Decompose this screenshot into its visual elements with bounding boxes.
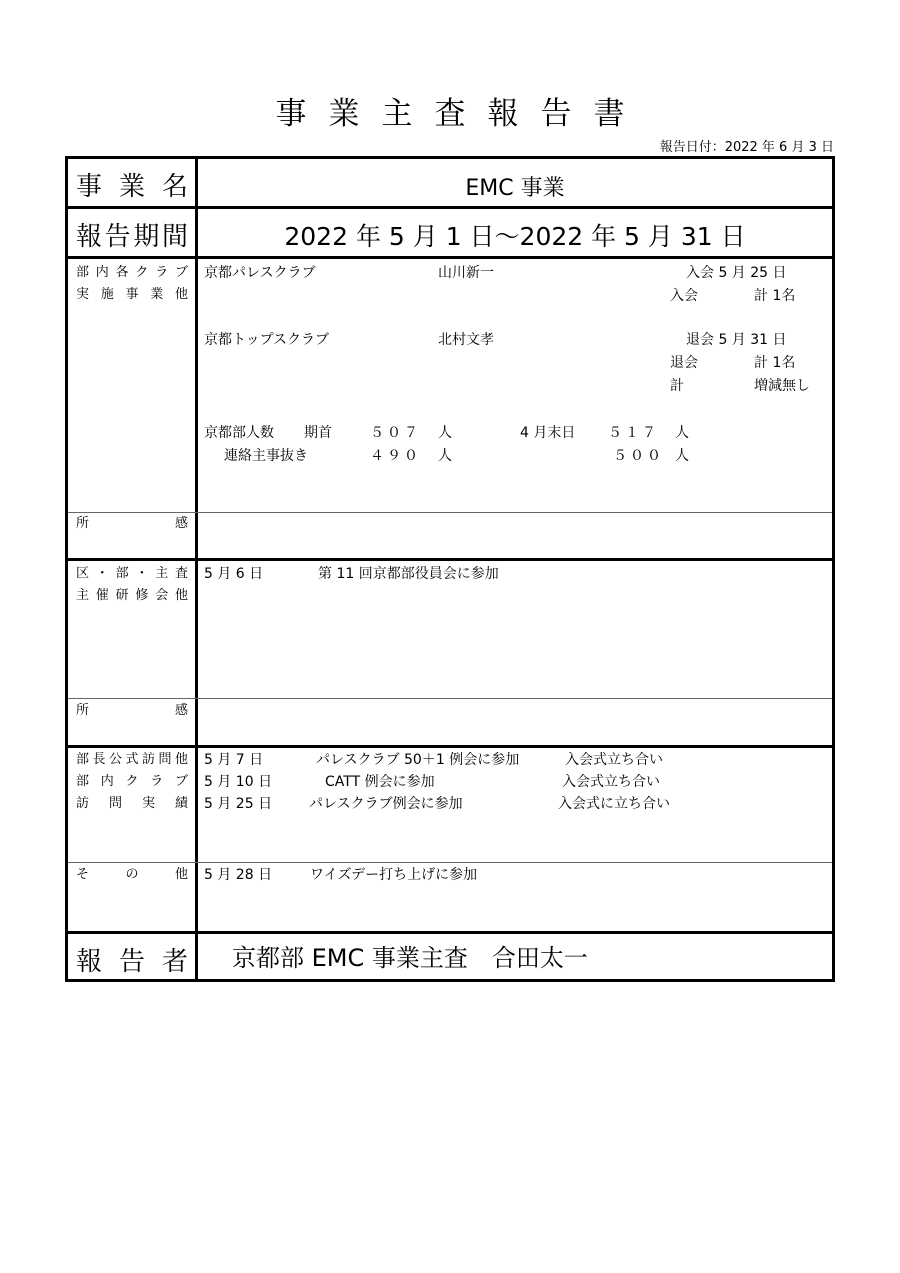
visit-note: 入会式立ち合い	[562, 774, 660, 790]
begin-label: 期首	[304, 425, 332, 441]
club-activities-label	[76, 262, 188, 306]
training-label	[76, 563, 188, 607]
project-value: EMC 事業	[465, 176, 565, 201]
visit-text: パレスクラブ例会に参加	[309, 796, 463, 812]
member-name: 北村文孝	[438, 332, 494, 348]
visit-date: 5 月 10 日	[204, 774, 273, 790]
row-divider	[68, 558, 832, 561]
member-count-label: 京都部人数	[204, 425, 274, 441]
document-title: 事業主査報告書	[275, 96, 647, 132]
visit-date: 5 月 25 日	[204, 796, 273, 812]
begin-count: ５０７	[370, 425, 421, 441]
club-name: 京都トップスクラブ	[204, 332, 330, 348]
visits-label-line2: 部内クラブ	[76, 774, 188, 789]
other-date: 5 月 28 日	[204, 867, 273, 883]
visit-text: CATT 例会に参加	[325, 774, 435, 790]
begin-count-2: ４９０	[370, 448, 421, 464]
reporter-value: 京都部 EMC 事業主査 合田太一	[232, 944, 588, 972]
other-text: ワイズデー打ち上げに参加	[310, 867, 478, 883]
project-label: 事 業 名	[76, 172, 188, 202]
visit-note: 入会式に立ち合い	[558, 796, 670, 812]
training-label-line2: 主催研修会他	[76, 588, 188, 603]
period-label: 報告期間	[76, 222, 188, 252]
report-form	[65, 156, 835, 982]
visit-text: パレスクラブ 50＋1 例会に参加	[316, 752, 520, 768]
member-name: 山川新一	[438, 265, 494, 281]
unit: 人	[438, 425, 452, 441]
april-count-2: ５００	[613, 448, 664, 464]
visit-note: 入会式立ち合い	[565, 752, 663, 768]
row-divider	[68, 206, 832, 209]
reporter-label: 報 告 者	[76, 947, 188, 977]
impression-label: 所感	[76, 703, 188, 718]
unit: 人	[438, 448, 452, 464]
member-count-label-2: 連絡主事抜き	[224, 448, 308, 464]
label-column-divider	[195, 159, 198, 979]
club-activities-label-line2: 実施事業他	[76, 287, 188, 302]
summary-value: 計 1名	[754, 288, 796, 304]
row-divider	[68, 931, 832, 934]
visits-label-line3: 訪問実績	[76, 796, 188, 811]
summary-label: 入会	[670, 288, 698, 304]
unit: 人	[675, 448, 689, 464]
total-value: 増減無し	[754, 378, 810, 394]
visit-date: 5 月 7 日	[204, 752, 264, 768]
club-name: 京都パレスクラブ	[204, 265, 316, 281]
row-divider	[68, 745, 832, 748]
training-label-line1: 区・部・主査	[76, 566, 188, 581]
april-count: ５１７	[608, 425, 659, 441]
summary-value: 計 1名	[754, 355, 796, 371]
row-divider	[68, 698, 832, 699]
period-value: 2022 年 5 月 1 日〜2022 年 5 月 31 日	[284, 222, 746, 251]
total-label: 計	[670, 378, 684, 394]
event-date: 入会 5 月 25 日	[686, 265, 787, 281]
april-label: 4 月末日	[520, 425, 576, 441]
row-divider	[68, 256, 832, 259]
club-activities-label-line1: 部内各クラブ	[76, 265, 188, 280]
event-date: 退会 5 月 31 日	[686, 332, 787, 348]
report-date: 報告日付：2022 年 6 月 3 日	[659, 140, 834, 155]
row-divider	[68, 862, 832, 863]
visits-label-line1: 部長公式訪問他	[76, 752, 188, 767]
summary-label: 退会	[670, 355, 698, 371]
training-text: 第 11 回京都部役員会に参加	[318, 566, 499, 582]
impression-label: 所感	[76, 516, 188, 531]
unit: 人	[675, 425, 689, 441]
other-label: その他	[76, 867, 188, 882]
visits-label	[76, 749, 188, 815]
training-date: 5 月 6 日	[204, 566, 264, 582]
